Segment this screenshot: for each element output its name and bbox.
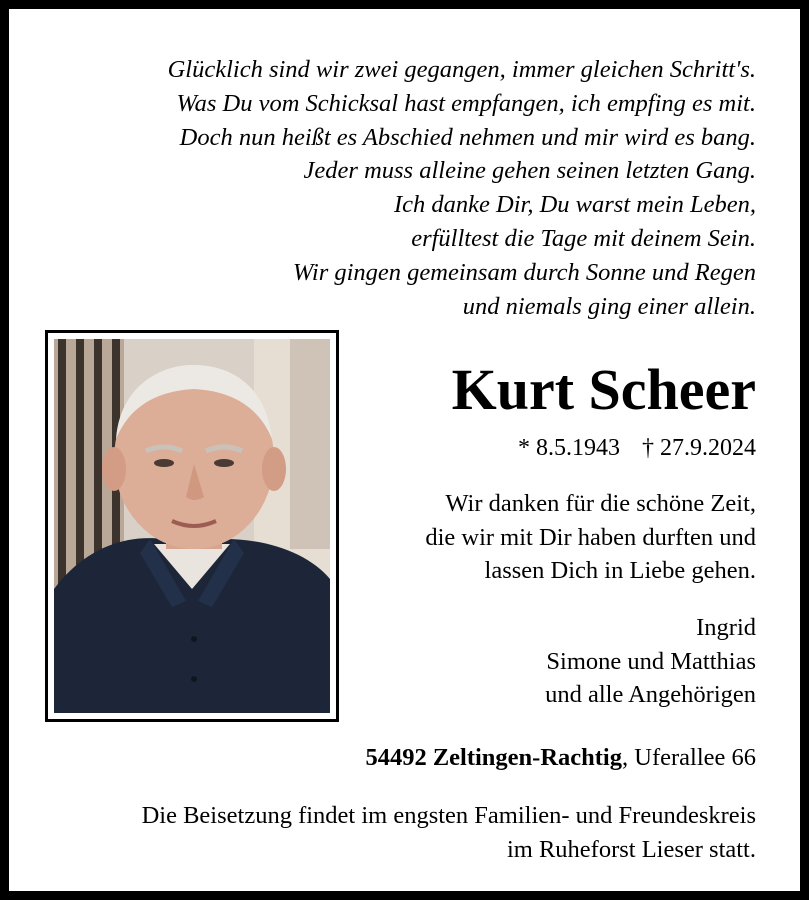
address-city: 54492 Zeltingen-Rachtig [365, 744, 622, 771]
mourners [545, 611, 756, 712]
thanks-text [425, 487, 756, 588]
poem-line: Doch nun heißt es Abschied nehmen und mir wird es bang. [179, 123, 756, 151]
poem-line: Ich danke Dir, Du warst mein Leben, [393, 191, 756, 219]
thanks-line: lassen Dich in Liebe gehen. [484, 557, 756, 584]
portrait-frame [45, 330, 339, 722]
portrait-photo [54, 339, 330, 713]
thanks-line: Wir danken für die schöne Zeit, [445, 490, 756, 517]
burial-notice [142, 799, 756, 866]
address-street: , Uferallee 66 [622, 744, 756, 771]
poem-line: Glücklich sind wir zwei gegangen, immer gleichen Schritt's. [167, 56, 756, 83]
mourner-line: Simone und Matthias [546, 647, 756, 675]
life-dates [518, 433, 756, 463]
poem-line: Jeder muss alleine gehen seinen letzten Gang. [303, 157, 756, 185]
poem [168, 53, 756, 323]
mourner-line: Ingrid [696, 614, 756, 641]
burial-line: Die Beisetzung findet im engsten Familien- und Freundeskreis [141, 802, 756, 829]
poem-line: Wir gingen gemeinsam durch Sonne und Regen [292, 258, 756, 286]
burial-line: im Ruheforst Lieser statt. [506, 835, 756, 863]
death-date: † 27.9.2024 [642, 435, 756, 461]
poem-line: erfülltest die Tage mit deinem Sein. [411, 224, 756, 252]
thanks-line: die wir mit Dir haben durften und [425, 523, 756, 551]
poem-line: Was Du vom Schicksal hast empfangen, ich empfing es mit. [176, 89, 756, 117]
address [365, 741, 756, 774]
poem-line: und niemals ging einer allein. [462, 292, 756, 320]
birth-date: * 8.5.1943 [518, 435, 620, 461]
mourner-line: und alle Angehörigen [545, 681, 756, 708]
deceased-name: Kurt Scheer [451, 357, 756, 422]
